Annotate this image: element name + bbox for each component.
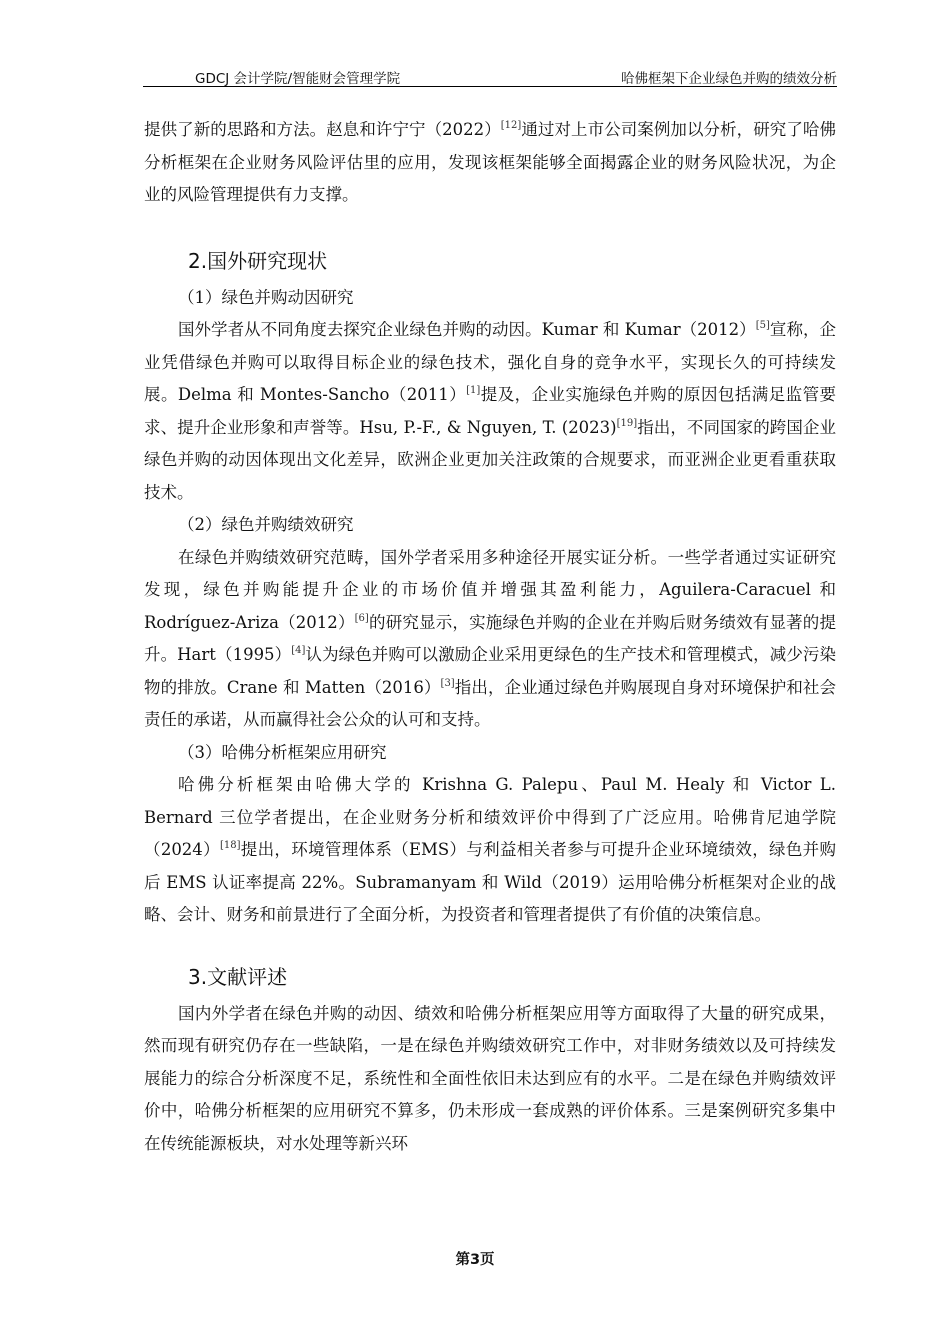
- citation-ref: [1]: [466, 385, 481, 396]
- paragraph-review: 国内外学者在绿色并购的动因、绩效和哈佛分析框架应用等方面取得了大量的研究成果，然而现有研究仍存在一些缺陷，一是在绿色并购绩效研究工作中，对非财务绩效以及可持续发展能力的综合分析深度不足，系统性和全面性依旧未达到应有的水平。二是在绿色并购绩效评价中，哈佛分析框架的应用研究不算多，仍未形成一套成熟的评价体系。三是案例研究多集中在传统能源板块，对水处理等新兴环: [144, 1003, 836, 1153]
- header-left-title: GDCJ 会计学院/智能财会管理学院: [195, 71, 401, 87]
- subheading-harvard: （3）哈佛分析框架应用研究: [178, 742, 387, 762]
- paragraph-harvard: 哈佛分析框架由哈佛大学的 Krishna G. Palepu、Paul M. Healy 和 Victor L. Bernard 三位学者提出，在企业财务分析和绩效评价中得到了广泛应用。哈佛肯尼迪学院（2024）[18]提出，环境管理体系（EMS）与利益相关者参与可提升企业环境绩效，绿色并购后 EMS 认证率提高 22%。Subramanyam 和 Wild（2019）运用哈佛分析框架对企业的战略、会计、财务和前景进行了全面分析，为投资者和管理者提供了有价值的决策信息。: [144, 775, 836, 924]
- header-divider: [143, 86, 837, 87]
- subheading-performance: （2）绿色并购绩效研究: [178, 515, 354, 534]
- page-body: [144, 114, 836, 1160]
- citation-ref: [4]: [291, 645, 306, 656]
- header-right-title: 哈佛框架下企业绿色并购的绩效分析: [621, 71, 837, 87]
- citation-ref: [6]: [354, 612, 369, 624]
- section-heading-literature-review: 3.文献评述: [188, 964, 288, 989]
- paragraph-intro: 提供了新的思路和方法。赵息和许宁宁（2022）[12]通过对上市公司案例加以分析，研究了哈佛分析框架在企业财务风险评估里的应用，发现该框架能够全面揭露企业的财务风险状况，为企业的风险管理提供有力支撑。: [144, 120, 836, 204]
- citation-ref: [12]: [500, 120, 522, 131]
- page-number: 第3页: [455, 1252, 495, 1268]
- paragraph-motive: 国外学者从不同角度去探究企业绿色并购的动因。Kumar 和 Kumar（2012）[5]宣称，企业凭借绿色并购可以取得目标企业的绿色技术，强化自身的竞争水平，实现长久的可持续发展。Delma 和 Montes-Sancho（2011）[1]提及，企业实施绿色并购的原因包括满足监管要求、提升企业形象和声誉等。Hsu, P.-F., & Nguyen, T. (2023)[19]指出，不同国家的跨国企业绿色并购的动因体现出文化差异，欧洲企业更加关注政策的合规要求，而亚洲企业更看重获取技术。: [144, 320, 837, 502]
- subheading-motive: （1）绿色并购动因研究: [178, 287, 354, 307]
- citation-ref: [18]: [219, 840, 241, 851]
- paragraph-performance: 在绿色并购绩效研究范畴，国外学者采用多种途径开展实证分析。一些学者通过实证研究发现，绿色并购能提升企业的市场价值并增强其盈利能力，Aguilera-Caracuel 和 Rodríguez-Ariza（2012）[6]的研究显示，实施绿色并购的企业在并购后财务绩效有显著的提升。Hart（1995）[4]认为绿色并购可以激励企业采用更绿色的生产技术和管理模式，减少污染物的排放。Crane 和 Matten（2016）[3]指出，企业通过绿色并购展现自身对环境保护和社会责任的承诺，从而赢得社会公众的认可和支持。: [144, 547, 837, 729]
- citation-ref: [5]: [755, 320, 770, 331]
- citation-ref: [3]: [440, 677, 455, 689]
- citation-ref: [19]: [616, 417, 638, 429]
- section-heading-foreign-research: 2.国外研究现状: [188, 248, 328, 273]
